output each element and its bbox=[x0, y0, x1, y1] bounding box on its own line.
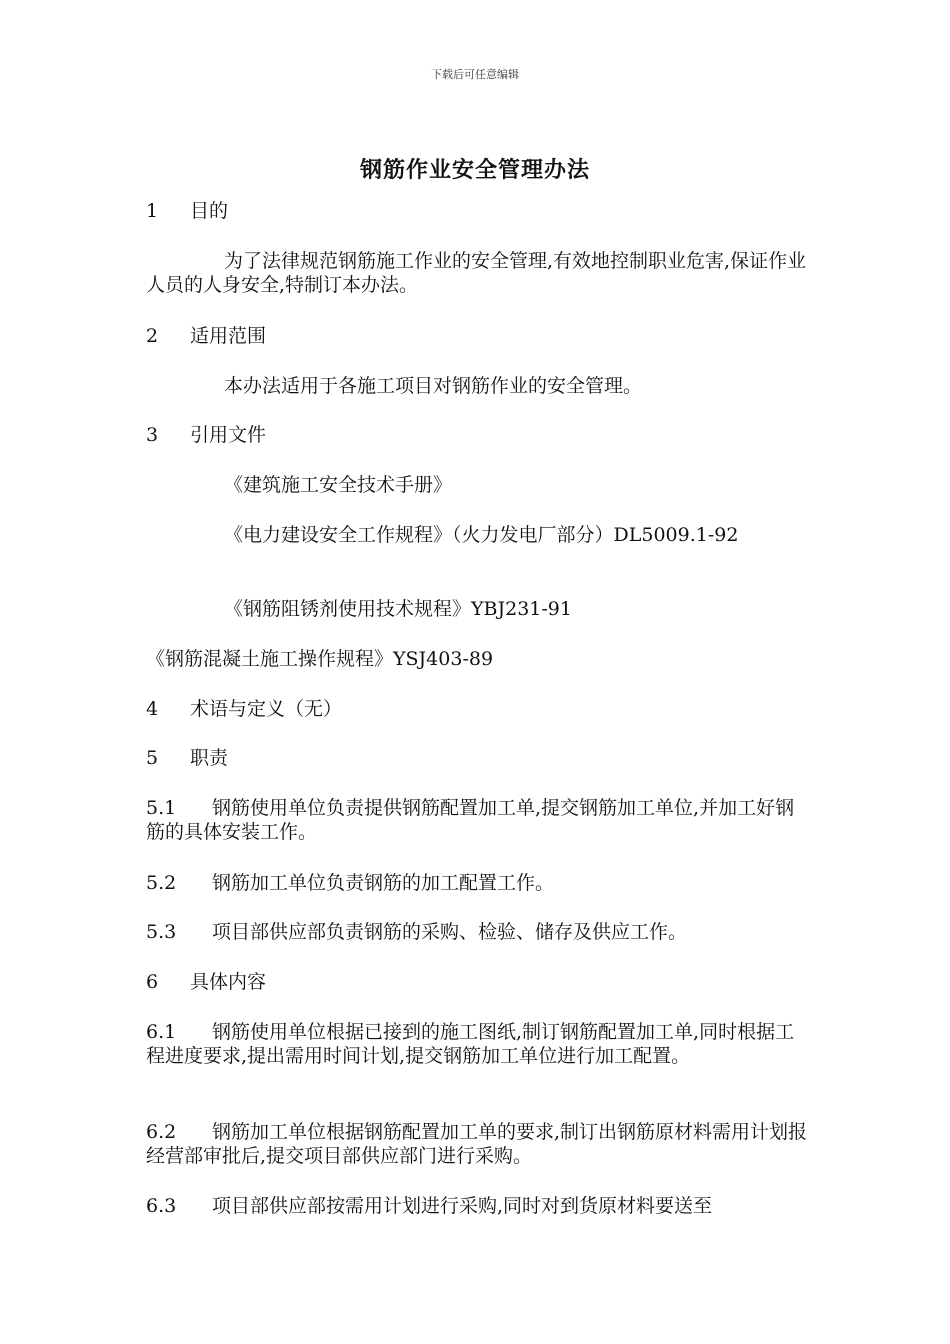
section-3-heading bbox=[146, 423, 810, 447]
section-title: 引用文件 bbox=[190, 424, 267, 446]
scope-paragraph: 本办法适用于各施工项目对钢筋作业的安全管理。 bbox=[224, 375, 643, 397]
reference-item: 《建筑施工安全技术手册》 bbox=[224, 474, 453, 496]
reference-item bbox=[146, 523, 810, 547]
section-number: 5 bbox=[146, 747, 159, 769]
section-number: 6 bbox=[146, 971, 159, 993]
subsection-text: 钢筋使用单位负责提供钢筋配置加工单,提交钢筋加工单位,并加工好钢筋的具体安装工作。 bbox=[146, 797, 795, 843]
section-5-heading bbox=[146, 746, 810, 770]
subsection-number: 6.3 bbox=[146, 1195, 177, 1217]
subsection-5-2 bbox=[146, 871, 810, 895]
subsection-number: 5.2 bbox=[146, 872, 177, 894]
reference-text: 《电力建设安全工作规程》（火力发电厂部分）DL5009.1-92 bbox=[224, 524, 739, 546]
section-2-heading bbox=[146, 324, 810, 348]
subsection-number: 6.2 bbox=[146, 1121, 177, 1143]
section-6-heading bbox=[146, 970, 810, 994]
section-4-heading bbox=[146, 697, 810, 721]
section-title: 术语与定义（无） bbox=[190, 698, 343, 720]
section-title: 职责 bbox=[190, 747, 229, 769]
subsection-text: 项目部供应部负责钢筋的采购、检验、储存及供应工作。 bbox=[212, 921, 688, 943]
section-title: 目的 bbox=[190, 200, 229, 222]
subsection-5-3 bbox=[146, 920, 810, 944]
section-number: 2 bbox=[146, 325, 159, 347]
subsection-5-1 bbox=[146, 796, 810, 844]
subsection-6-3 bbox=[146, 1194, 810, 1218]
section-number: 3 bbox=[146, 424, 159, 446]
subsection-6-1 bbox=[146, 1020, 810, 1068]
section-title: 适用范围 bbox=[190, 325, 267, 347]
subsection-text: 钢筋使用单位根据已接到的施工图纸,制订钢筋配置加工单,同时根据工程进度要求,提出需用时间计划,提交钢筋加工单位进行加工配置。 bbox=[146, 1021, 795, 1067]
subsection-text: 项目部供应部按需用计划进行采购,同时对到货原材料要送至 bbox=[212, 1195, 713, 1217]
subsection-text: 钢筋加工单位根据钢筋配置加工单的要求,制订出钢筋原材料需用计划报经营部审批后,提交项目部供应部门进行采购。 bbox=[146, 1121, 808, 1167]
subsection-number: 5.3 bbox=[146, 921, 177, 943]
section-number: 4 bbox=[146, 698, 159, 720]
reference-item: 《钢筋混凝土施工操作规程》YSJ403-89 bbox=[146, 648, 494, 670]
section-number: 1 bbox=[146, 200, 159, 222]
document-title: 钢筋作业安全管理办法 bbox=[359, 158, 590, 183]
subsection-6-2 bbox=[146, 1120, 810, 1168]
subsection-text: 钢筋加工单位负责钢筋的加工配置工作。 bbox=[212, 872, 555, 894]
section-1-heading bbox=[146, 199, 810, 223]
subsection-number: 6.1 bbox=[146, 1021, 177, 1043]
paragraph-text: 为了法律规范钢筋施工作业的安全管理,有效地控制职业危害,保证作业人员的人身安全,特制订本办法。 bbox=[146, 250, 807, 296]
page-header: 下载后可任意编辑 bbox=[431, 68, 519, 81]
subsection-number: 5.1 bbox=[146, 797, 177, 819]
purpose-paragraph bbox=[146, 249, 810, 297]
section-title: 具体内容 bbox=[190, 971, 267, 993]
reference-item: 《钢筋阻锈剂使用技术规程》YBJ231-91 bbox=[224, 598, 572, 620]
